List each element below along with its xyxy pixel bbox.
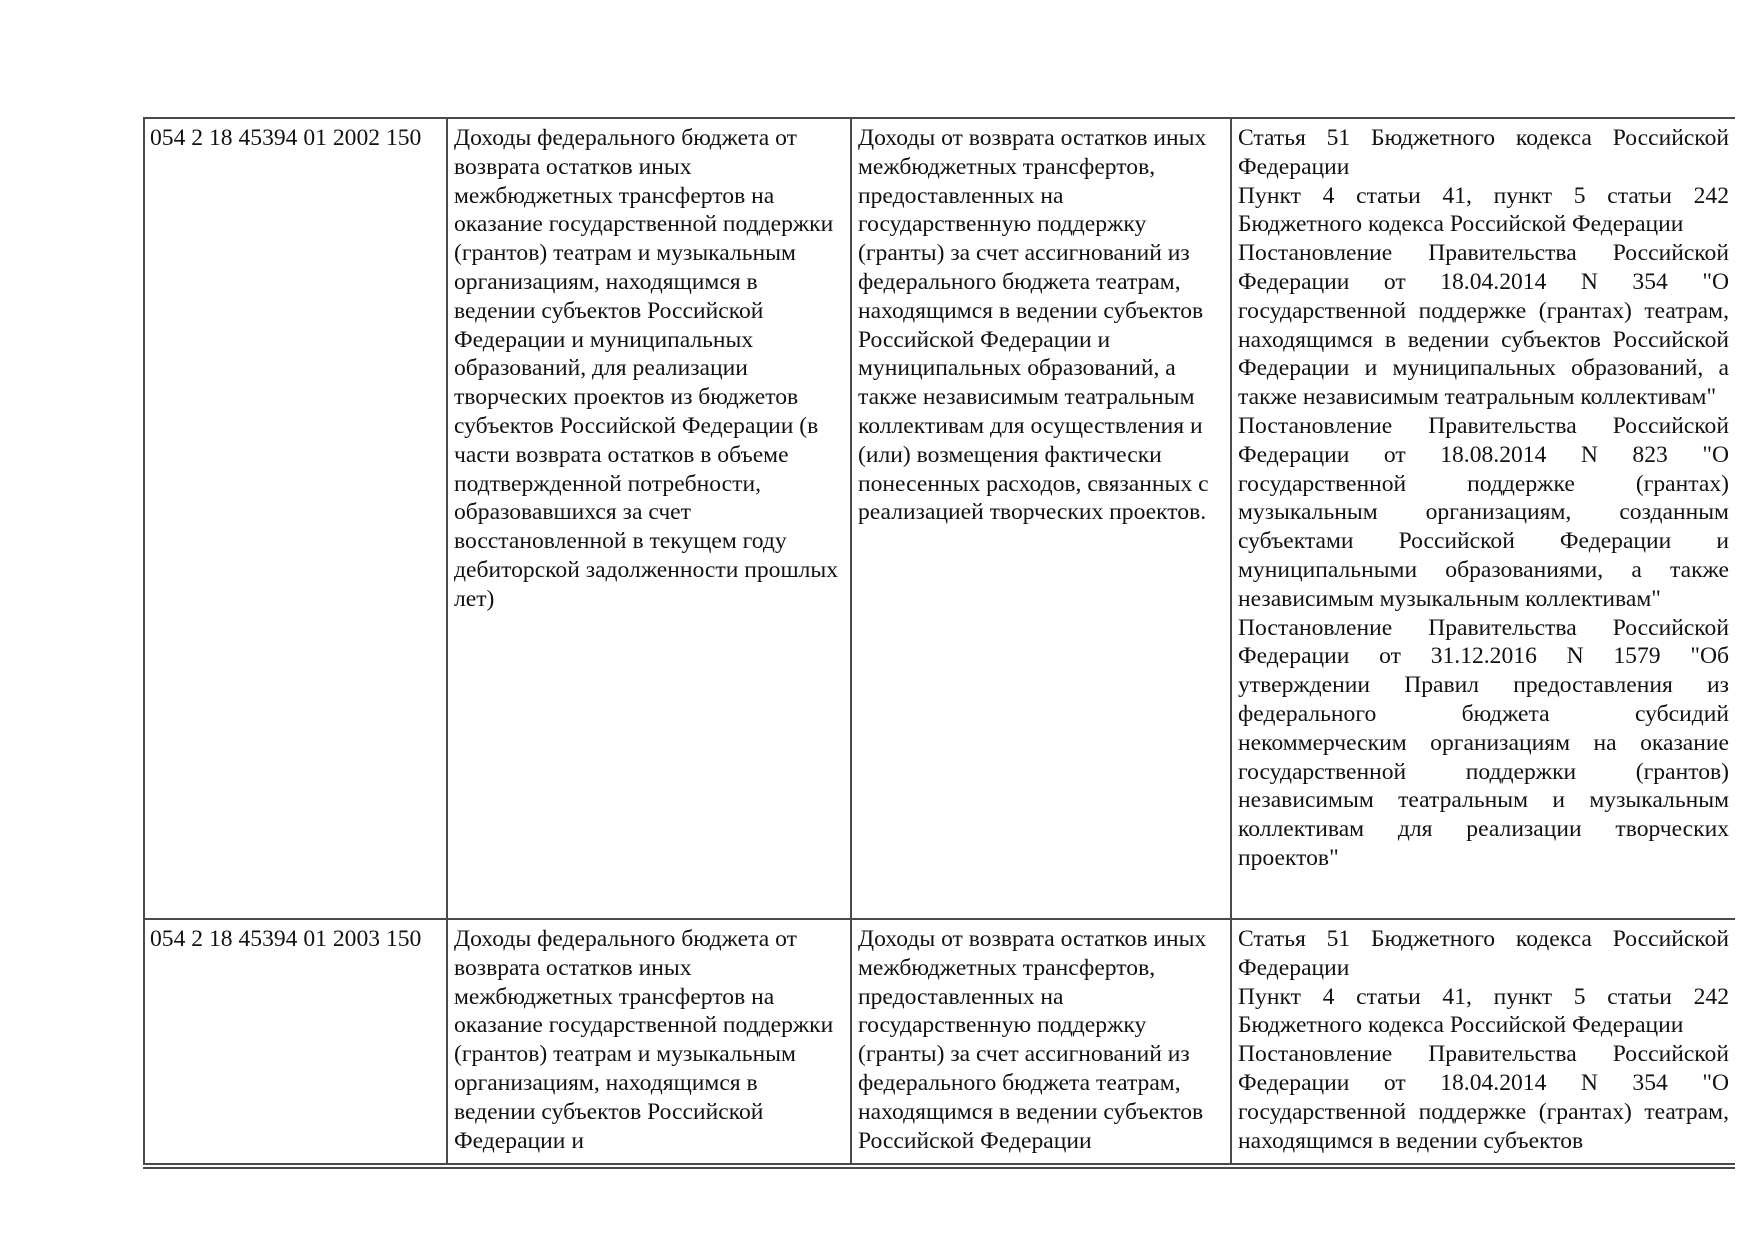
legal-basis-item: Постановление Правительства Российской Федерации от 18.08.2014 N 823 "О государственной поддержке (грантах) музыкальным организациям, созданным субъектами Российской Федерации и муниципальными образованиями, а также независимым музыкальным коллективам" — [1238, 412, 1729, 612]
legal-basis-item: Постановление Правительства Российской Федерации от 18.04.2014 N 354 "О государственной поддержке (грантах) театрам, находящимся в ведении субъектов — [1238, 1041, 1729, 1154]
legal-basis-item: Постановление Правительства Российской Федерации от 18.04.2014 N 354 "О государственной поддержке (грантах) театрам, находящимся в ведении субъектов Российской Федерации и муниципальных образований, а также независимым театральным коллективам" — [1238, 240, 1729, 411]
legal-basis-cell — [1231, 118, 1735, 919]
budget-code-table-page — [143, 117, 1735, 1169]
revenue-description-cell: Доходы от возврата остатков иных межбюджетных трансфертов, предоставленных на государственную поддержку (гранты) за счет ассигнований из федерального бюджета театрам, находящимся в ведении субъектов Российской Федерации и муниципальных образований, а также независимым театральным коллективам для осуществления и (или) возмещения фактически понесенных расходов, связанных с реализацией творческих проектов. — [851, 118, 1231, 919]
legal-basis-item: Статья 51 Бюджетного кодекса Российской Федерации — [1238, 125, 1729, 180]
table-row — [144, 118, 1735, 919]
table-row — [144, 919, 1735, 1164]
revenue-name-cell: Доходы федерального бюджета от возврата остатков иных межбюджетных трансфертов на оказание государственной поддержки (грантов) театрам и музыкальным организациям, находящимся в ведении субъектов Российской Федерации и муниципальных образований, для реализации творческих проектов из бюджетов субъектов Российской Федерации (в части возврата остатков в объеме подтвержденной потребности, образовавшихся за счет восстановленной в текущем году дебиторской задолженности прошлых лет) — [447, 118, 851, 919]
budget-code-cell: 054 2 18 45394 01 2002 150 — [144, 118, 447, 919]
legal-basis-item: Статья 51 Бюджетного кодекса Российской Федерации — [1238, 926, 1729, 981]
budget-code-cell: 054 2 18 45394 01 2003 150 — [144, 919, 447, 1164]
revenue-name-cell: Доходы федерального бюджета от возврата остатков иных межбюджетных трансфертов на оказание государственной поддержки (грантов) театрам и музыкальным организациям, находящимся в ведении субъектов Российской Федерации и — [447, 919, 851, 1164]
legal-basis-cell — [1231, 919, 1735, 1164]
revenue-description-cell: Доходы от возврата остатков иных межбюджетных трансфертов, предоставленных на государственную поддержку (гранты) за счет ассигнований из федерального бюджета театрам, находящимся в ведении субъектов Российской Федерации — [851, 919, 1231, 1164]
budget-code-table — [143, 117, 1735, 1165]
legal-basis-item: Постановление Правительства Российской Федерации от 31.12.2016 N 1579 "Об утверждении Правил предоставления из федерального бюджета субсидий некоммерческим организациям на оказание государственной поддержки (грантов) независимым театральным и музыкальным коллективам для реализации творческих проектов" — [1238, 614, 1729, 871]
legal-basis-item: Пункт 4 статьи 41, пункт 5 статьи 242 Бюджетного кодекса Российской Федерации — [1238, 182, 1729, 238]
legal-basis-item: Пункт 4 статьи 41, пункт 5 статьи 242 Бюджетного кодекса Российской Федерации — [1238, 983, 1729, 1039]
